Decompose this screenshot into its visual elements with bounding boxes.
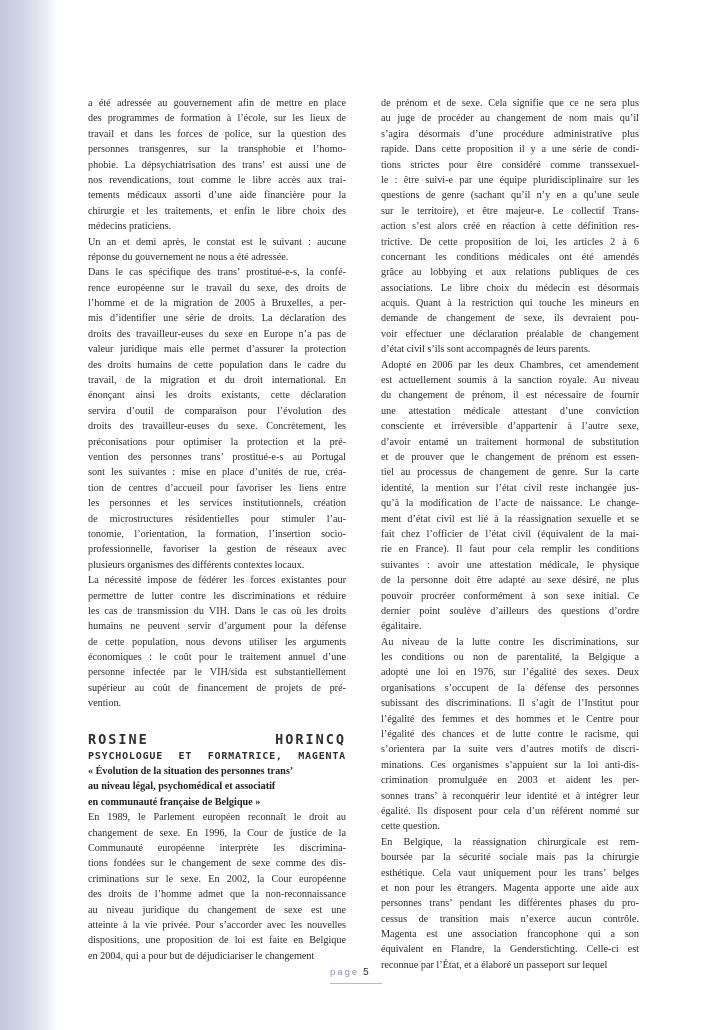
text-line: dispositions, une proposition de loi est faite en Belgique [88,935,346,947]
text-line: égalité. Ils disposent pour cela d’un référent nommé sur [381,805,639,817]
text-line: questions de genre (sachant qu’il n’y en a qu’une seule [381,190,639,202]
text-line: s’orientera par la suite vers d’autres motifs de discri- [381,744,639,756]
text-line: l’homme et de la migration de 2005 à Bruxelles, a per- [88,298,346,310]
paragraph [381,358,639,635]
text-line: en 2004, qui a pour but de déjudiciariser le changement [88,950,315,962]
text-line: valeur juridique mais elle permet d’assurer la protection [88,344,346,356]
text-line: mis d’identifier une série de droits. La déclaration des [88,313,346,325]
text-line: suivantes : avoir une attestation médicale, le physique [381,559,639,571]
text-line: esthétique. Cela vaut uniquement pour les trans’ belges [381,867,639,879]
text-line: est actuellement soumis à la sanction royale. Au niveau [381,375,639,387]
text-line: personnes transgenres, sur la transphobie et l’homo- [88,144,346,156]
paragraph [381,96,639,358]
text-line: énonçant ainsi les droits existants, cette déclaration [88,390,346,402]
text-line: l’égalité des femmes et des hommes et le Centre pour [381,713,639,725]
text-line: droits des travailleur-euses du sexe en Europe n’a pas de [88,328,346,340]
paragraph [88,235,346,266]
text-line: Adopté en 2006 par les deux Chambres, cet amendement [381,359,639,371]
author-name: ROSINE HORINCQ [88,731,346,748]
text-line: économiques : le coût pour le traitement annuel d’une [88,652,346,664]
text-line: tements médicaux assorti d’une aide financière pour la [88,190,346,202]
text-line: une attestation médicale attestant d’une conviction [381,405,639,417]
text-line: de prénom et de sexe. Cela signifie que ce ne sera plus [381,98,639,109]
text-line: chirurgie et les traitements, et enfin le libre choix des [88,205,346,217]
text-line: phobie. La dépsychiatrisation des trans’ est aussi une de [88,159,346,171]
right-column [381,96,639,973]
text-line: « Évolution de la situation des personnes trans’ [88,766,294,778]
text-line: tonomie, l’orientation, la formation, l’insertion socio- [88,528,346,540]
paragraph [88,573,346,712]
text-line: vention. [88,698,122,710]
text-line: cessus de transition mais n’exerce aucun contrôle. [381,913,639,925]
text-line: identité, la mention sur l’état civil reste inchangée jus- [381,482,639,494]
text-line: fait chez l’officier de l’état civil (équivalent de la mai- [381,528,639,540]
text-line: de microstructures résidentielles pour stimuler l’au- [88,513,346,525]
text-line: voir effectuer une déclaration préalable de changement [381,328,639,340]
text-line: sont les suivantes : mise en place d’unités de rue, créa- [88,467,346,479]
text-line: permettre de lutter contre les discriminations et réduire [88,590,346,602]
text-line: action s’est alors créé en réaction à cette définition res- [381,221,639,233]
paragraph [88,265,346,573]
text-line: trictive. De cette proposition de loi, les articles 2 à 6 [381,236,639,248]
text-line: et de prouver que le changement de prénom est essen- [381,451,639,463]
left-decorative-band [0,0,58,1030]
text-line: crimination promulguée en 2003 et aident les per- [381,775,639,787]
text-line: équivalent en Flandre, la Genderstichting. Celle-ci est [381,944,639,956]
text-line: du changement de prénom, il est nécessaire de fournir [381,390,639,402]
text-line: égalitaire. [381,621,422,633]
text-line: d’avoir entamé un traitement hormonal de substitution [381,436,639,448]
text-line: travail, de la migration et du droit international. En [88,375,346,387]
text-line: organisations s’occupent de la défense des personnes [381,682,639,694]
text-line: boursée par la sécurité sociale mais pas la chirurgie [381,852,639,864]
text-line: le : être suivi-e par une équipe pluridisciplinaire sur les [381,174,639,186]
text-line: les personnes et les services institutionnels, création [88,498,346,510]
paragraph [88,96,346,235]
text-line: acquis. Quant à la restriction qui touche les mineurs en [381,298,639,310]
text-line: consciente et irréversible d’appartenir à l’autre sexe, [381,421,639,433]
paragraph [381,835,639,974]
text-line: subissant des discriminations. Il s’agit de l’Institut pour [381,698,639,710]
text-line: et non pour les étrangers. Magenta apporte une aide aux [381,882,639,894]
text-line: des programmes de formation à l’école, sur les lieux de [88,113,346,125]
left-column [88,96,346,964]
text-line: des droits humains de cette population dans le cadre du [88,359,346,371]
page-footer [330,967,369,978]
text-line: dernier point soulève d’ailleurs des questions d’ordre [381,605,639,617]
text-line: pouvoir procréer conformément à son sexe initial. Ce [381,590,639,602]
text-line: Un an et demi après, le constat est le suivant : aucune [88,236,346,248]
text-line: Communauté européenne interprète les discrimina- [88,842,346,854]
text-line: rapide. Dans cette proposition il y a une série de condi- [381,144,639,156]
text-line: concernant les conditions médicales ont été amendés [381,251,639,263]
text-line: cette question. [381,821,440,833]
author-role: PSYCHOLOGUE ET FORMATRICE, MAGENTA [88,750,346,762]
text-line: au juge de procéder au changement de nom mais qu’il [381,113,639,125]
text-line: Dans le cas spécifique des trans’ prostitué-e-s, la confé- [88,267,346,279]
text-line: sonnes trans’ à reconquérir leur identité et à intégrer leur [381,790,639,802]
text-line: des droits de l’homme admet que la non-reconnaissance [88,889,346,901]
text-line: associations. Le libre choix du médecin est désormais [381,282,639,294]
text-line: tiel au processus de changement de genre. Sur la carte [381,467,639,479]
page-label: page [330,967,360,978]
text-line: tions strictes pour être considéré comme transsexuel- [381,159,639,171]
paragraph [88,810,346,964]
text-line: En 1989, le Parlement européen reconnaît le droit au [88,812,346,824]
text-line: d’état civil s’ils sont accompagnés de leurs parents. [381,344,591,356]
text-line: demande de changement de sexe, ils devraient pou- [381,313,639,325]
page-number: 5 [363,967,369,978]
text-line: en communauté française de Belgique » [88,796,261,808]
text-line: l’égalité des chances et de lutte contre le racisme, qui [381,729,639,741]
text-line: atteinte à la vie privée. Pour s’accorder avec les nouvelles [88,919,346,931]
text-line: rie en France). Il faut pour cela remplir les conditions [381,544,639,556]
text-line: personne infectée par le VIH/sida est substantiellement [88,667,346,679]
talk-title [88,764,346,810]
text-line: servira d’outil de comparaison pour l’évolution des [88,405,346,417]
text-line: personnes trans’ pendant les différentes phases du pro- [381,898,639,910]
text-line: minations. Ces organismes s’appuient sur la loi anti-dis- [381,759,639,771]
text-line: les cas de transmission du VIH. Dans le cas où les droits [88,605,346,617]
text-line: changement de sexe. En 1996, la Cour de justice de la [88,827,346,839]
text-line: préconisations pour optimiser la protection et la pré- [88,436,346,448]
text-line: qu’à la modification de l’acte de naissance. Le change- [381,498,639,510]
text-line: de la personne doit être adapté au sexe désiré, ne plus [381,575,639,587]
text-line: Au niveau de la lutte contre les discriminations, sur [381,636,639,648]
text-line: nos revendications, tout comme le libre accès aux trai- [88,174,346,186]
paragraph [381,635,639,835]
text-line: professionnelle, favoriser la gestion de réseaux avec [88,544,346,556]
text-line: tions fondées sur le changement de sexe comme des dis- [88,858,346,870]
text-line: tion de centres d’accueil pour favoriser les liens entre [88,482,346,494]
text-line: supérieur au coût de financement de projets de pré- [88,682,346,694]
text-line: Magenta est une association francophone qui a son [381,929,639,941]
text-line: médecins praticiens. [88,221,172,233]
text-line: En Belgique, la réassignation chirurgicale est rem- [381,836,639,848]
text-line: criminations sur le sexe. En 2002, la Cour européenne [88,873,346,885]
footer-rule [330,983,382,984]
text-line: La nécessité impose de fédérer les forces existantes pour [88,575,346,587]
text-line: humains ne peuvent servir d’argument pour la défense [88,621,346,633]
text-line: de cette population, nous devons utiliser les arguments [88,636,346,648]
text-line: a été adressée au gouvernement afin de mettre en place [88,98,346,109]
text-line: les conditions ou non de parentalité, la Belgique a [381,652,639,664]
text-line: plusieurs organismes des différents contextes locaux. [88,559,305,571]
text-line: sur le territoire), et être majeur-e. Le collectif Trans- [381,205,639,217]
text-line: vention des personnes trans’ prostitué-e-s au Portugal [88,451,346,463]
text-line: grâce au lobbying et aux relations publiques de ces [381,267,639,279]
text-line: adopté une loi en 1976, sur l’égalité des sexes. Deux [381,667,639,679]
text-line: rence européenne sur le travail du sexe, des droits de [88,282,346,294]
text-line: reconnue par l’État, et a élaboré un passeport sur lequel [381,959,608,971]
text-line: s’agira désormais d’une procédure administrative plus [381,128,639,140]
text-line: au niveau juridique du changement de sexe est une [88,904,346,916]
text-line: travail et dans les forces de police, sur la question des [88,128,346,140]
text-line: au niveau légal, psychomédical et associatif [88,781,276,793]
text-line: droits des travailleur-euses du sexe. Concrètement, les [88,421,346,433]
text-line: réponse du gouvernement ne nous a été adressée. [88,251,289,263]
text-line: ment d’état civil est lié à la réassignation sexuelle et se [381,513,639,525]
